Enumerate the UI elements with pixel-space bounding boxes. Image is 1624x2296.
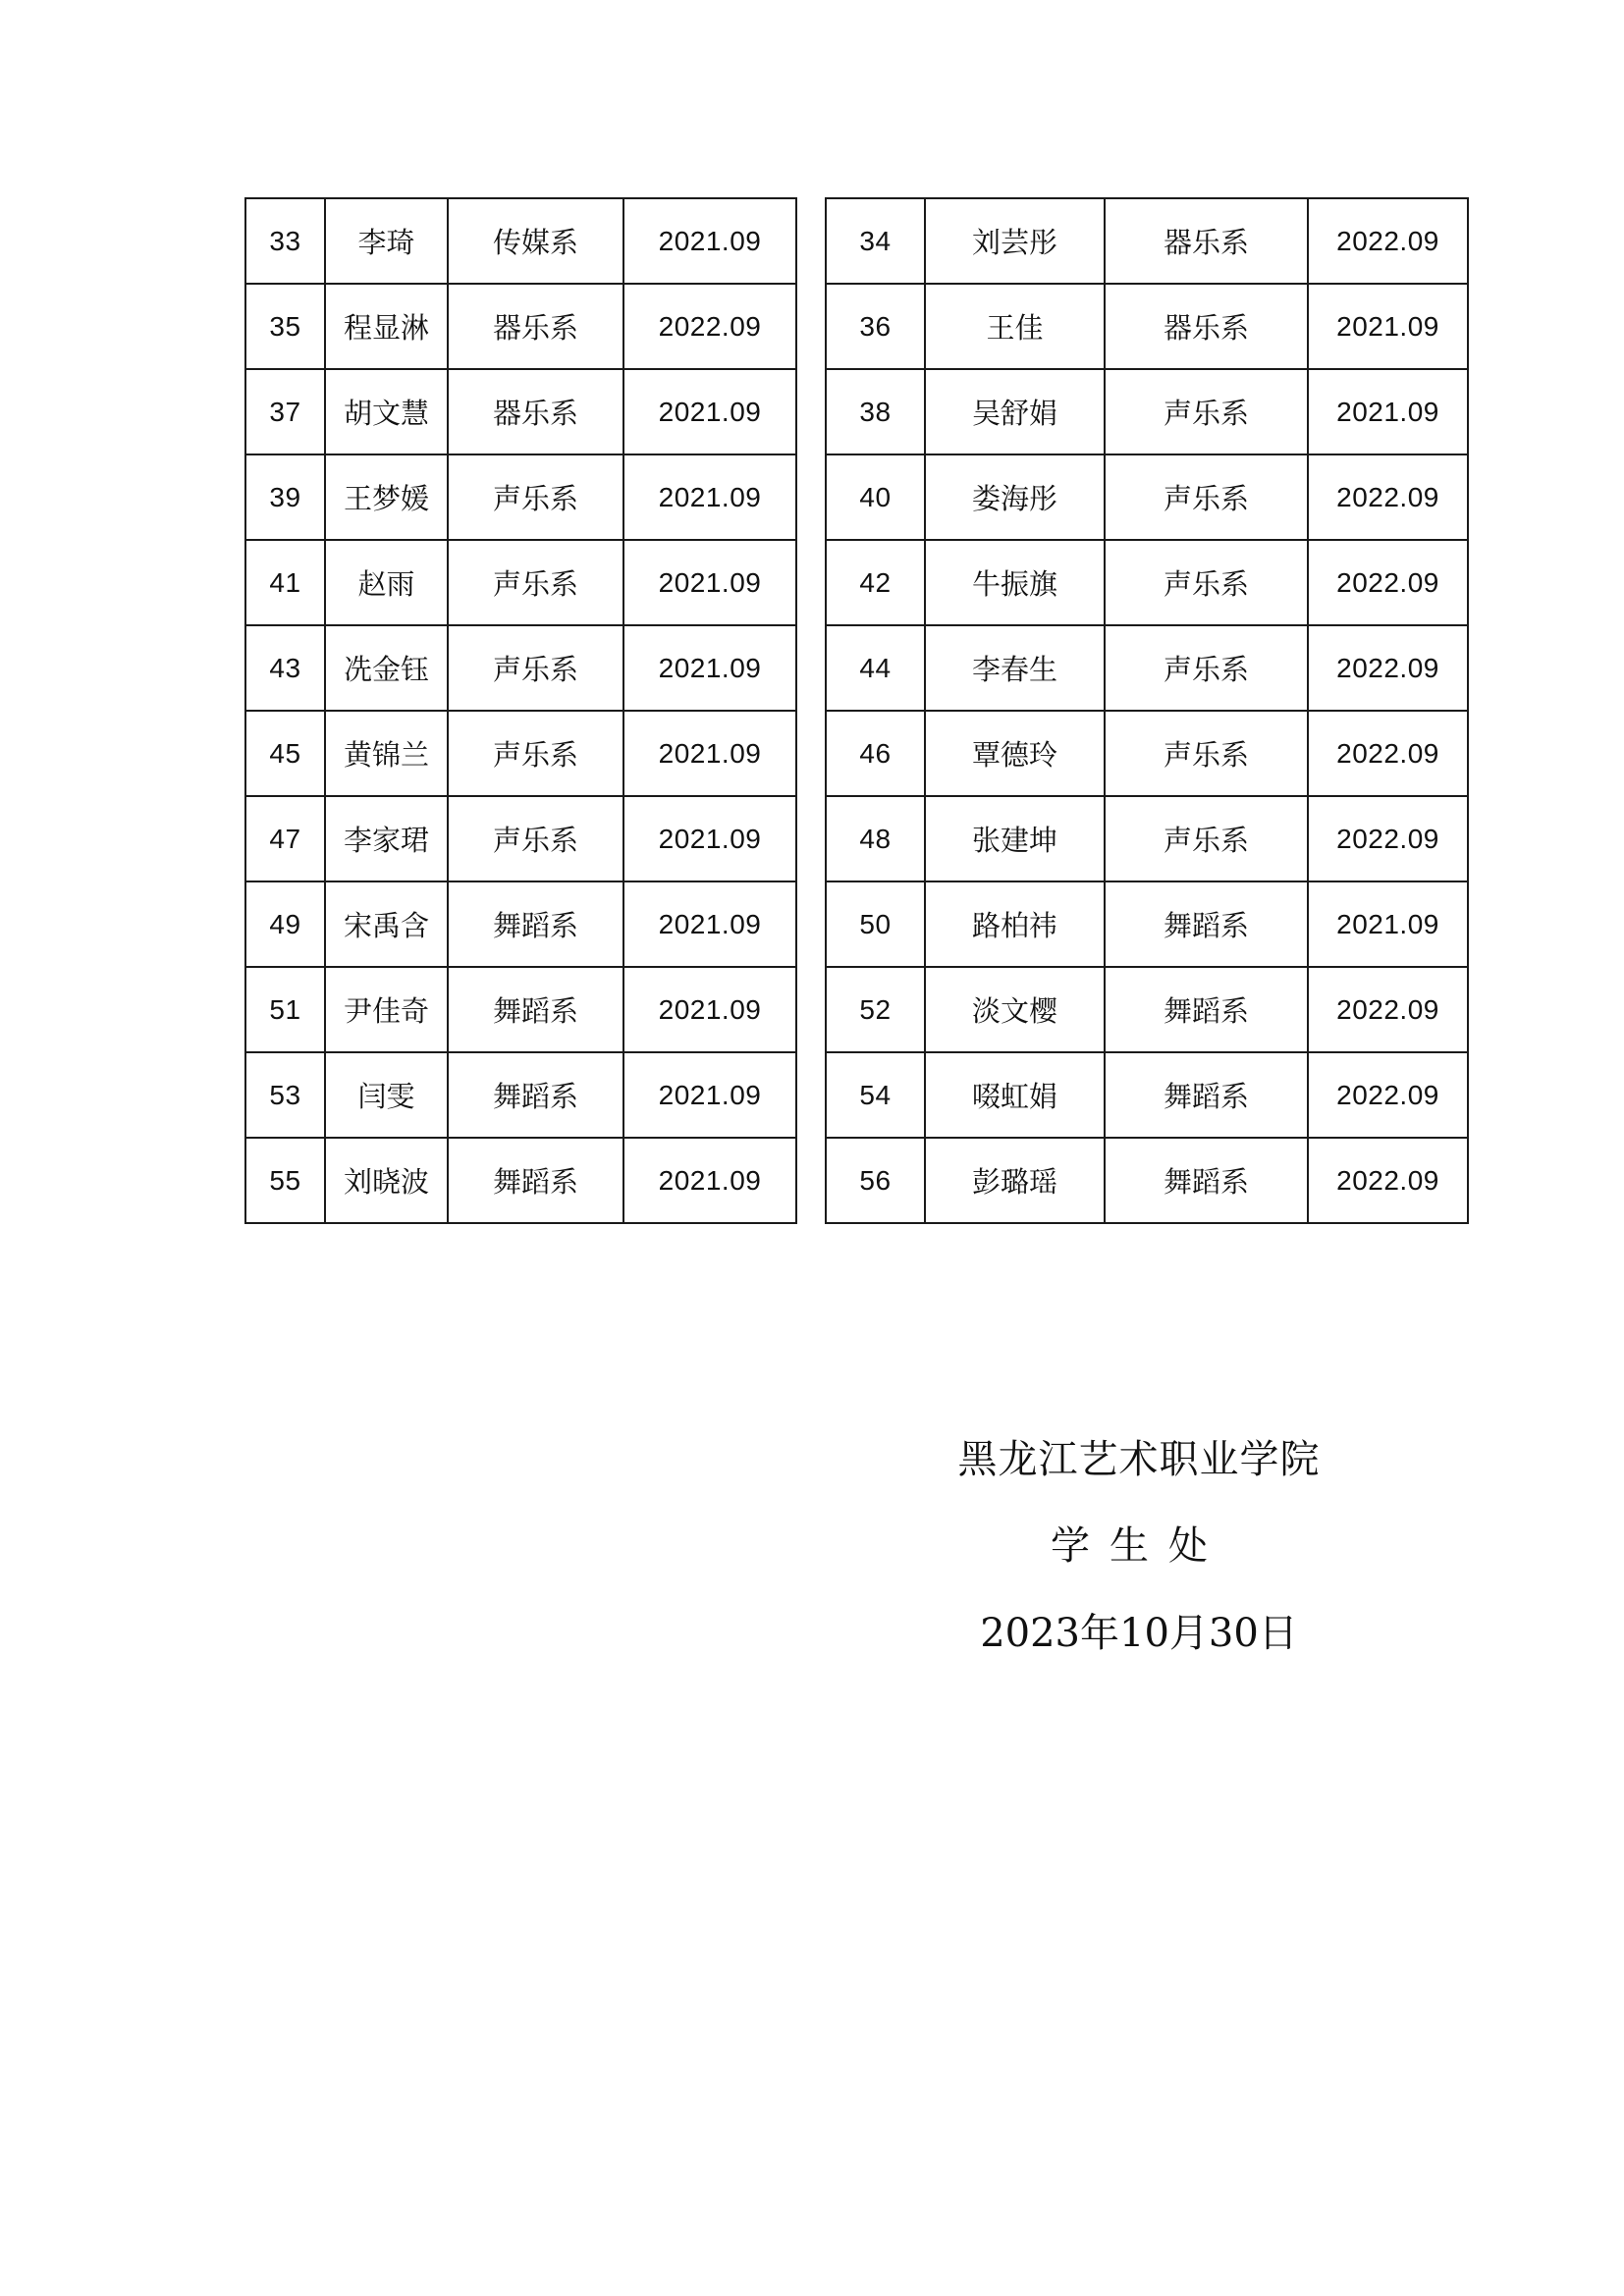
cell-student-name: 李琦 (325, 198, 448, 284)
cell-student-name: 刘芸彤 (925, 198, 1105, 284)
cell-enrollment-date: 2021.09 (623, 369, 796, 454)
cell-enrollment-date: 2022.09 (1308, 454, 1468, 540)
cell-department: 舞蹈系 (1105, 967, 1308, 1052)
cell-student-name: 张建坤 (925, 796, 1105, 881)
cell-department: 声乐系 (448, 625, 623, 711)
cell-number: 54 (826, 1052, 925, 1138)
cell-student-name: 娄海彤 (925, 454, 1105, 540)
cell-number: 44 (826, 625, 925, 711)
cell-student-name: 牛振旗 (925, 540, 1105, 625)
cell-department: 舞蹈系 (448, 1052, 623, 1138)
table-row (826, 967, 1468, 1052)
cell-department: 声乐系 (1105, 625, 1308, 711)
table-row (826, 625, 1468, 711)
table-row (245, 284, 796, 369)
table-row (826, 711, 1468, 796)
cell-number: 43 (245, 625, 325, 711)
cell-enrollment-date: 2021.09 (623, 967, 796, 1052)
table-row (245, 796, 796, 881)
table-row (245, 369, 796, 454)
cell-number: 42 (826, 540, 925, 625)
roster-body-left (245, 198, 796, 1223)
cell-number: 46 (826, 711, 925, 796)
cell-enrollment-date: 2022.09 (623, 284, 796, 369)
cell-student-name: 李家珺 (325, 796, 448, 881)
cell-student-name: 尹佳奇 (325, 967, 448, 1052)
cell-enrollment-date: 2021.09 (623, 881, 796, 967)
cell-student-name: 淡文樱 (925, 967, 1105, 1052)
cell-student-name: 冼金钰 (325, 625, 448, 711)
cell-enrollment-date: 2021.09 (623, 1138, 796, 1223)
cell-department: 舞蹈系 (448, 1138, 623, 1223)
cell-department: 舞蹈系 (448, 881, 623, 967)
cell-department: 声乐系 (1105, 540, 1308, 625)
cell-number: 33 (245, 198, 325, 284)
cell-enrollment-date: 2021.09 (623, 198, 796, 284)
table-row (826, 796, 1468, 881)
roster-body-right (826, 198, 1468, 1223)
cell-number: 45 (245, 711, 325, 796)
table-row (245, 1138, 796, 1223)
cell-department: 器乐系 (1105, 198, 1308, 284)
cell-number: 34 (826, 198, 925, 284)
cell-number: 39 (245, 454, 325, 540)
table-row (245, 454, 796, 540)
cell-department: 声乐系 (1105, 454, 1308, 540)
cell-enrollment-date: 2021.09 (623, 796, 796, 881)
student-roster-table-left (244, 197, 797, 1224)
cell-number: 40 (826, 454, 925, 540)
table-row (826, 454, 1468, 540)
student-roster-table-right (825, 197, 1469, 1224)
cell-department: 器乐系 (448, 369, 623, 454)
cell-number: 49 (245, 881, 325, 967)
cell-department: 声乐系 (1105, 711, 1308, 796)
cell-department: 声乐系 (1105, 369, 1308, 454)
cell-number: 38 (826, 369, 925, 454)
cell-student-name: 王梦媛 (325, 454, 448, 540)
cell-student-name: 李春生 (925, 625, 1105, 711)
cell-number: 53 (245, 1052, 325, 1138)
table-row (245, 967, 796, 1052)
cell-department: 声乐系 (1105, 796, 1308, 881)
table-row (826, 881, 1468, 967)
cell-department: 舞蹈系 (1105, 881, 1308, 967)
cell-number: 41 (245, 540, 325, 625)
table-row (245, 1052, 796, 1138)
table-row (826, 369, 1468, 454)
cell-number: 37 (245, 369, 325, 454)
cell-enrollment-date: 2021.09 (1308, 881, 1468, 967)
cell-enrollment-date: 2022.09 (1308, 1138, 1468, 1223)
cell-student-name: 彭璐瑶 (925, 1138, 1105, 1223)
cell-student-name: 覃德玲 (925, 711, 1105, 796)
cell-student-name: 路柏祎 (925, 881, 1105, 967)
cell-number: 52 (826, 967, 925, 1052)
cell-department: 舞蹈系 (448, 967, 623, 1052)
cell-enrollment-date: 2022.09 (1308, 198, 1468, 284)
cell-enrollment-date: 2022.09 (1308, 540, 1468, 625)
cell-enrollment-date: 2021.09 (623, 711, 796, 796)
cell-department: 声乐系 (448, 540, 623, 625)
table-row (245, 625, 796, 711)
cell-enrollment-date: 2021.09 (623, 625, 796, 711)
signature-office: 学生处 (1051, 1523, 1227, 1569)
cell-student-name: 啜虹娟 (925, 1052, 1105, 1138)
cell-student-name: 黄锦兰 (325, 711, 448, 796)
cell-number: 47 (245, 796, 325, 881)
cell-student-name: 宋禹含 (325, 881, 448, 967)
cell-enrollment-date: 2022.09 (1308, 1052, 1468, 1138)
table-row (245, 881, 796, 967)
cell-student-name: 吴舒娟 (925, 369, 1105, 454)
cell-department: 声乐系 (448, 796, 623, 881)
cell-department: 舞蹈系 (1105, 1138, 1308, 1223)
table-row (245, 711, 796, 796)
cell-student-name: 刘晓波 (325, 1138, 448, 1223)
cell-student-name: 胡文慧 (325, 369, 448, 454)
cell-enrollment-date: 2022.09 (1308, 711, 1468, 796)
cell-department: 器乐系 (1105, 284, 1308, 369)
cell-enrollment-date: 2022.09 (1308, 796, 1468, 881)
cell-student-name: 程显淋 (325, 284, 448, 369)
cell-enrollment-date: 2021.09 (623, 540, 796, 625)
cell-department: 传媒系 (448, 198, 623, 284)
table-row (826, 284, 1468, 369)
cell-enrollment-date: 2022.09 (1308, 967, 1468, 1052)
cell-department: 声乐系 (448, 454, 623, 540)
cell-student-name: 王佳 (925, 284, 1105, 369)
table-row (245, 198, 796, 284)
table-row (826, 198, 1468, 284)
cell-number: 55 (245, 1138, 325, 1223)
cell-student-name: 赵雨 (325, 540, 448, 625)
table-row (826, 1052, 1468, 1138)
cell-number: 56 (826, 1138, 925, 1223)
cell-enrollment-date: 2022.09 (1308, 625, 1468, 711)
cell-enrollment-date: 2021.09 (1308, 369, 1468, 454)
cell-enrollment-date: 2021.09 (623, 454, 796, 540)
cell-department: 器乐系 (448, 284, 623, 369)
cell-department: 舞蹈系 (1105, 1052, 1308, 1138)
cell-number: 50 (826, 881, 925, 967)
cell-student-name: 闫雯 (325, 1052, 448, 1138)
signature-date: 2023年10月30日 (980, 1611, 1298, 1656)
table-row (245, 540, 796, 625)
cell-number: 48 (826, 796, 925, 881)
cell-enrollment-date: 2021.09 (623, 1052, 796, 1138)
signature-organization: 黑龙江艺术职业学院 (957, 1437, 1321, 1482)
cell-enrollment-date: 2021.09 (1308, 284, 1468, 369)
table-row (826, 1138, 1468, 1223)
cell-department: 声乐系 (448, 711, 623, 796)
table-row (826, 540, 1468, 625)
cell-number: 51 (245, 967, 325, 1052)
cell-number: 35 (245, 284, 325, 369)
cell-number: 36 (826, 284, 925, 369)
